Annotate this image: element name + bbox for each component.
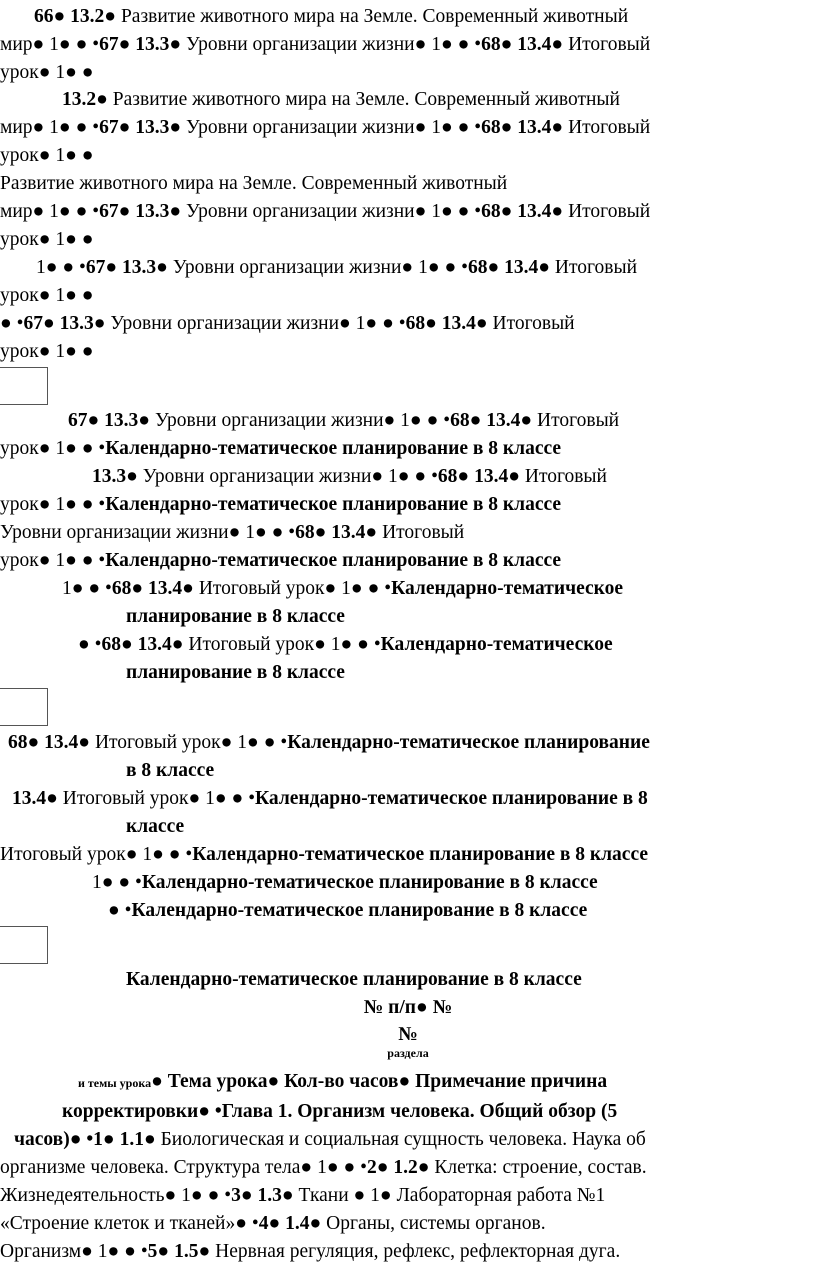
text-line: урок● 1● ● •Календарно-тематическое планирование в 8 классе [0,494,562,515]
text-line: ● •68● 13.4● Итоговый урок● 1● ● •Календарно-тематическое [78,634,613,655]
text-line: урок● 1● ● [0,62,94,83]
text-line: урок● 1● ● [0,229,94,250]
text-line: Развитие животного мира на Земле. Современный животный [0,173,508,194]
table-row: «Строение клеток и тканей»● •4● 1.4● Органы, системы органов. [0,1213,546,1234]
text-line: урок● 1● ● [0,285,94,306]
text-line: 1● ● •68● 13.4● Итоговый урок● 1● ● •Календарно-тематическое [62,578,624,599]
text-line: планирование в 8 классе [126,662,345,683]
text-line: в 8 классе [126,760,215,781]
text-line: 13.3● Уровни организации жизни● 1● ● •68● 13.4● Итоговый [92,466,607,487]
text-line: мир● 1● ● •67● 13.3● Уровни организации жизни● 1● ● •68● 13.4● Итоговый [0,34,651,55]
table-row: Жизнедеятельность● 1● ● •3● 1.3● Ткани ● 1● Лабораторная работа №1 [0,1185,606,1206]
text-line: ● •Календарно-тематическое планирование в 8 классе [108,900,588,921]
text-line: 68● 13.4● Итоговый урок● 1● ● •Календарно-тематическое планирование [8,732,650,753]
text-line: планирование в 8 классе [126,606,345,627]
text-line: 13.2● Развитие животного мира на Земле. Современный животный [62,89,620,110]
empty-frame [0,688,48,726]
text-line: урок● 1● ● •Календарно-тематическое планирование в 8 классе [0,438,562,459]
text-line: урок● 1● ● [0,145,94,166]
table-row: организме человека. Структура тела● 1● ● •2● 1.2● Клетка: строение, состав. [0,1157,647,1178]
text-line: урок● 1● ● •Календарно-тематическое планирование в 8 классе [0,550,562,571]
text-line: классе [126,816,185,837]
text-line: 66● 13.2● Развитие животного мира на Земле. Современный животный [34,6,629,27]
text-line: 67● 13.3● Уровни организации жизни● 1● ● •68● 13.4● Итоговый [68,410,620,431]
table-header-number-sign: № [398,1024,418,1045]
empty-frame [0,926,48,964]
table-header-number: № п/п● № [363,997,453,1018]
text-line: мир● 1● ● •67● 13.3● Уровни организации жизни● 1● ● •68● 13.4● Итоговый [0,117,651,138]
table-row: часов)● •1● 1.1● Биологическая и социальная сущность человека. Наука об [14,1129,646,1150]
text-line: урок● 1● ● [0,341,94,362]
section-heading: Календарно-тематическое планирование в 8 классе [126,969,582,990]
table-header-chapter: корректировки● •Глава 1. Организм человека. Общий обзор (5 [62,1101,618,1122]
text-line: Итоговый урок● 1● ● •Календарно-тематическое планирование в 8 классе [0,844,649,865]
text-line: мир● 1● ● •67● 13.3● Уровни организации жизни● 1● ● •68● 13.4● Итоговый [0,201,651,222]
table-row: Организм● 1● ● •5● 1.5● Нервная регуляция, рефлекс, рефлекторная дуга. [0,1241,621,1262]
text-line: Уровни организации жизни● 1● ● •68● 13.4● Итоговый [0,522,465,543]
table-header-section: раздела [387,1046,429,1060]
text-line: 13.4● Итоговый урок● 1● ● •Календарно-тематическое планирование в 8 [12,788,648,809]
table-header-columns: и темы урока● Тема урока● Кол-во часов● Примечание причина [78,1071,608,1092]
text-line: 1● ● •Календарно-тематическое планирование в 8 классе [92,872,598,893]
text-line: 1● ● •67● 13.3● Уровни организации жизни● 1● ● •68● 13.4● Итоговый [36,257,638,278]
text-line: ● •67● 13.3● Уровни организации жизни● 1● ● •68● 13.4● Итоговый [0,313,575,334]
empty-frame [0,367,48,405]
